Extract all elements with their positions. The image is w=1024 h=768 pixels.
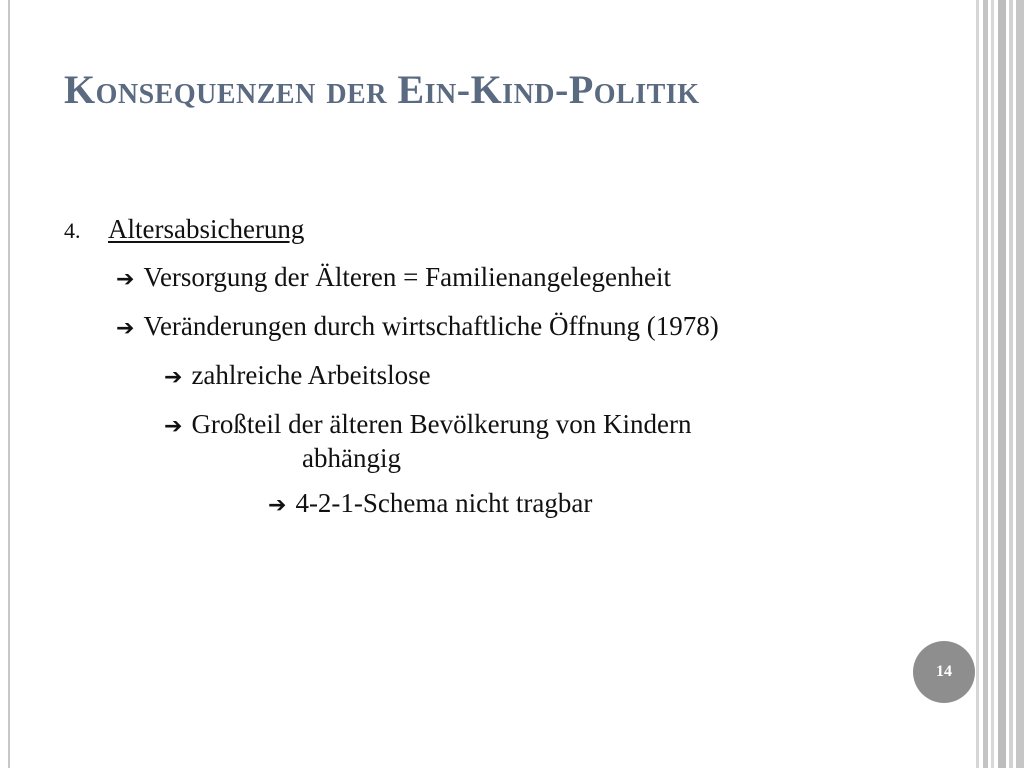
item-heading: Altersabsicherung <box>108 214 305 244</box>
bullet-text: abhängig <box>302 443 401 473</box>
numbered-heading <box>64 206 944 254</box>
stripe <box>983 0 988 768</box>
bullet-text: Veränderungen durch wirtschaftliche Öffnung (1978) <box>143 311 719 341</box>
right-arrow-icon: ➔ <box>268 493 287 518</box>
slide-title: Konsequenzen der Ein-Kind-Politik <box>64 67 700 112</box>
bullet-line <box>64 254 944 303</box>
stripe <box>1009 0 1013 768</box>
left-border-line <box>8 0 10 768</box>
item-number: 4. <box>64 218 81 243</box>
bullet-line <box>64 352 944 401</box>
bullet-text: Versorgung der Älteren = Familienangelegenheit <box>143 262 672 292</box>
bullet-text: Großteil der älteren Bevölkerung von Kindern <box>191 409 692 439</box>
bullet-line <box>64 480 944 529</box>
stripe <box>991 0 994 768</box>
stripe <box>976 0 979 768</box>
stripe <box>1016 0 1024 768</box>
bullet-line <box>64 303 944 352</box>
bullet-text: zahlreiche Arbeitslose <box>191 360 431 390</box>
right-decorative-stripes <box>974 0 1024 768</box>
page-number-badge: 14 <box>913 641 975 703</box>
right-arrow-icon: ➔ <box>164 365 183 390</box>
right-arrow-icon: ➔ <box>116 267 135 292</box>
right-arrow-icon: ➔ <box>164 414 183 439</box>
slide-content <box>64 206 944 529</box>
stripe <box>998 0 1006 768</box>
right-arrow-icon: ➔ <box>116 316 135 341</box>
bullet-text: 4-2-1-Schema nicht tragbar <box>295 488 593 518</box>
